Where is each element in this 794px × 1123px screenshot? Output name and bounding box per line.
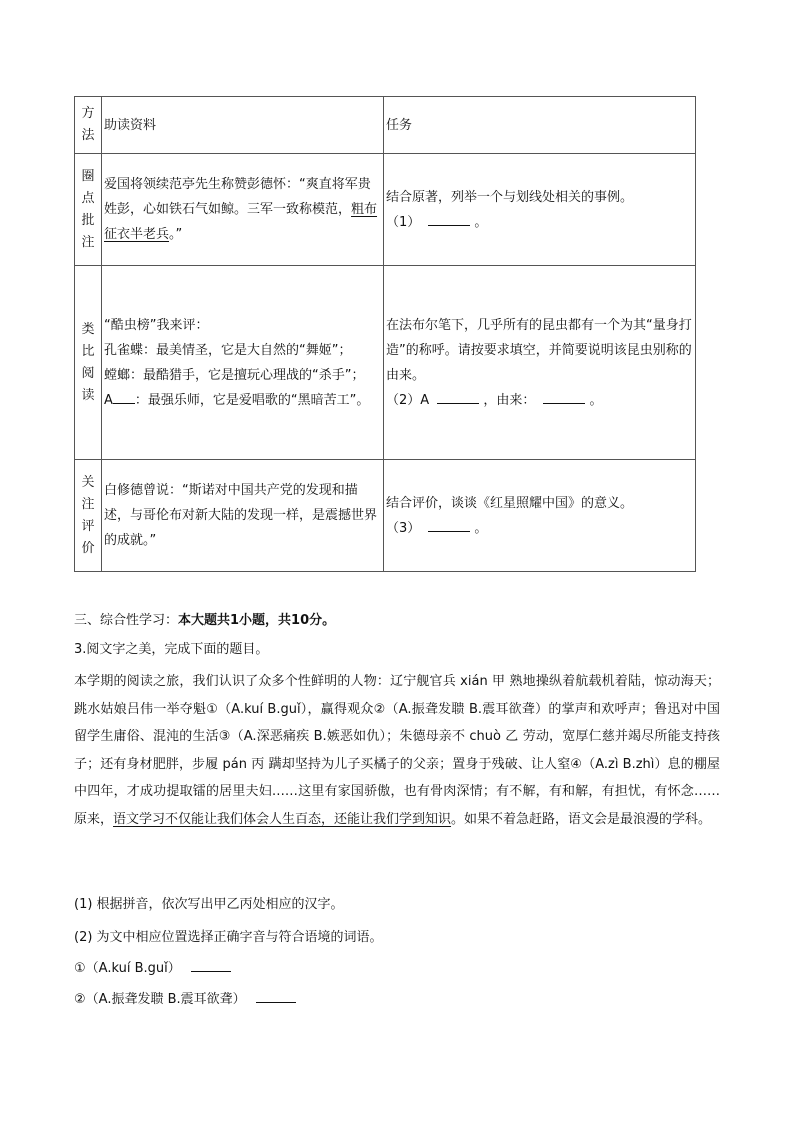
blank-label: （1） <box>386 214 421 230</box>
table-row <box>75 266 696 460</box>
material-text: 爱国将领续范亭先生称赞彭德怀：“爽直将军贵姓彭，心如铁石气如鲸。三军一致称模范， <box>104 177 371 217</box>
passage-text-end: 。如果不着急赶路，语文会是最浪漫的学科。 <box>451 811 712 827</box>
material-cell <box>102 154 384 266</box>
method-header: 方法 <box>81 106 95 143</box>
material-line: 孔雀蝶：最美情圣，它是大自然的“舞姬”； <box>104 342 352 358</box>
sub-question-2: (2) 为文中相应位置选择正确字音与符合语境的词语。 <box>74 930 383 945</box>
answer-blank[interactable] <box>437 403 479 404</box>
reading-methods-table <box>74 96 696 572</box>
material-line-text: ：最强乐师，它是爱唱歌的“黑暗苦工”。 <box>134 392 370 408</box>
answer-blank[interactable] <box>428 225 470 226</box>
task-text: 结合原著，列举一个与划线处相关的事例。 <box>386 189 634 205</box>
table-header-row <box>75 97 696 154</box>
question-passage <box>74 668 720 833</box>
material-line: “酷虫榜”我来评： <box>104 317 209 333</box>
answer-blank[interactable] <box>191 971 231 972</box>
table-row <box>75 154 696 266</box>
option-item-1 <box>74 957 231 976</box>
blank-end: 。 <box>474 520 488 536</box>
task-header: 任务 <box>384 97 696 154</box>
blank-label: （3） <box>386 520 421 536</box>
answer-blank[interactable] <box>543 403 585 404</box>
blank-end: 。 <box>474 214 488 230</box>
material-line: 螳螂：最酷猎手，它是擅玩心理战的“杀手”； <box>104 367 365 383</box>
material-option-a: A <box>104 392 113 408</box>
material-text: 白修德曾说：“斯诺对中国共产党的发现和描述，与哥伦布对新大陆的发现一样，是震撼世界的成就。” <box>104 483 378 548</box>
material-cell <box>102 460 384 572</box>
method-cell <box>75 154 102 266</box>
blank-mid: ，由来： <box>483 392 536 408</box>
material-cell <box>102 266 384 460</box>
section-title: 三、综合性学习： <box>74 613 179 628</box>
option-item-2 <box>74 988 296 1007</box>
blank-end: 。 <box>589 392 603 408</box>
task-cell <box>384 154 696 266</box>
material-line <box>104 388 381 413</box>
method-header-cell <box>75 97 102 154</box>
passage-text: 本学期的阅读之旅，我们认识了众多个性鲜明的人物：辽宁舰官兵 xián 甲 熟地操纵着航载机着陆，惊动海天；跳水姑娘吕伟一举夺魁①（A.kuí B.guǐ），赢得观众②（A.振聋发聩 B.震耳欲聋）的掌声和欢呼声；鲁迅对中国留学生庸俗、混沌的生活③（A.深恶痛疾 B.嫉恶如仇）；朱德母亲不 chuò 乙 劳动，宽厚仁慈并竭尽所能支持孩子；还有身材肥胖，步履 pán 丙 蹒却坚持为儿子买橘子的父亲；置身于残破、让人窒④（A.zì B.zhì）息的棚屋中四年，才成功提取镭的居里夫妇……这里有家国骄傲，也有骨肉深情；有不解，有和解，有担忧，有怀念……原来， <box>74 674 720 827</box>
table-row <box>75 460 696 572</box>
question-title: 3.阅文字之美，完成下面的题目。 <box>74 642 269 657</box>
method-label: 圈点批注 <box>81 168 95 250</box>
method-cell <box>75 460 102 572</box>
insect-name-blank[interactable] <box>113 403 135 404</box>
blank-label: （2）A <box>386 392 430 408</box>
task-text: 在法布尔笔下，几乎所有的昆虫都有一个为其“量身打造”的称呼。请按要求填空，并简要说明该昆虫别称的由来。 <box>386 317 692 383</box>
answer-line <box>386 516 693 541</box>
answer-blank[interactable] <box>428 531 470 532</box>
method-label: 关注评价 <box>81 474 95 556</box>
answer-blank[interactable] <box>256 1002 296 1003</box>
material-text-end: 。” <box>169 227 183 242</box>
option-text: ②（A.振聋发聩 B.震耳欲聋） <box>74 992 246 1007</box>
section-score: 本大题共1小题，共10分。 <box>178 613 336 628</box>
underlined-sentence: 语文学习不仅能让我们体会人生百态，还能让我们学到知识 <box>113 811 452 827</box>
method-label: 类比阅读 <box>81 321 95 403</box>
method-cell <box>75 266 102 460</box>
task-text: 结合评价，谈谈《红星照耀中国》的意义。 <box>386 495 634 511</box>
sub-question-1: (1) 根据拼音，依次写出甲乙丙处相应的汉字。 <box>74 897 344 912</box>
task-cell <box>384 266 696 460</box>
answer-line <box>386 210 693 235</box>
underlined-phrase: 粗布征衣半老兵 <box>104 202 378 242</box>
option-text: ①（A.kuí B.guǐ） <box>74 961 181 976</box>
section-heading <box>74 609 335 628</box>
material-header: 助读资料 <box>102 97 384 154</box>
task-cell <box>384 460 696 572</box>
answer-line <box>386 388 693 413</box>
